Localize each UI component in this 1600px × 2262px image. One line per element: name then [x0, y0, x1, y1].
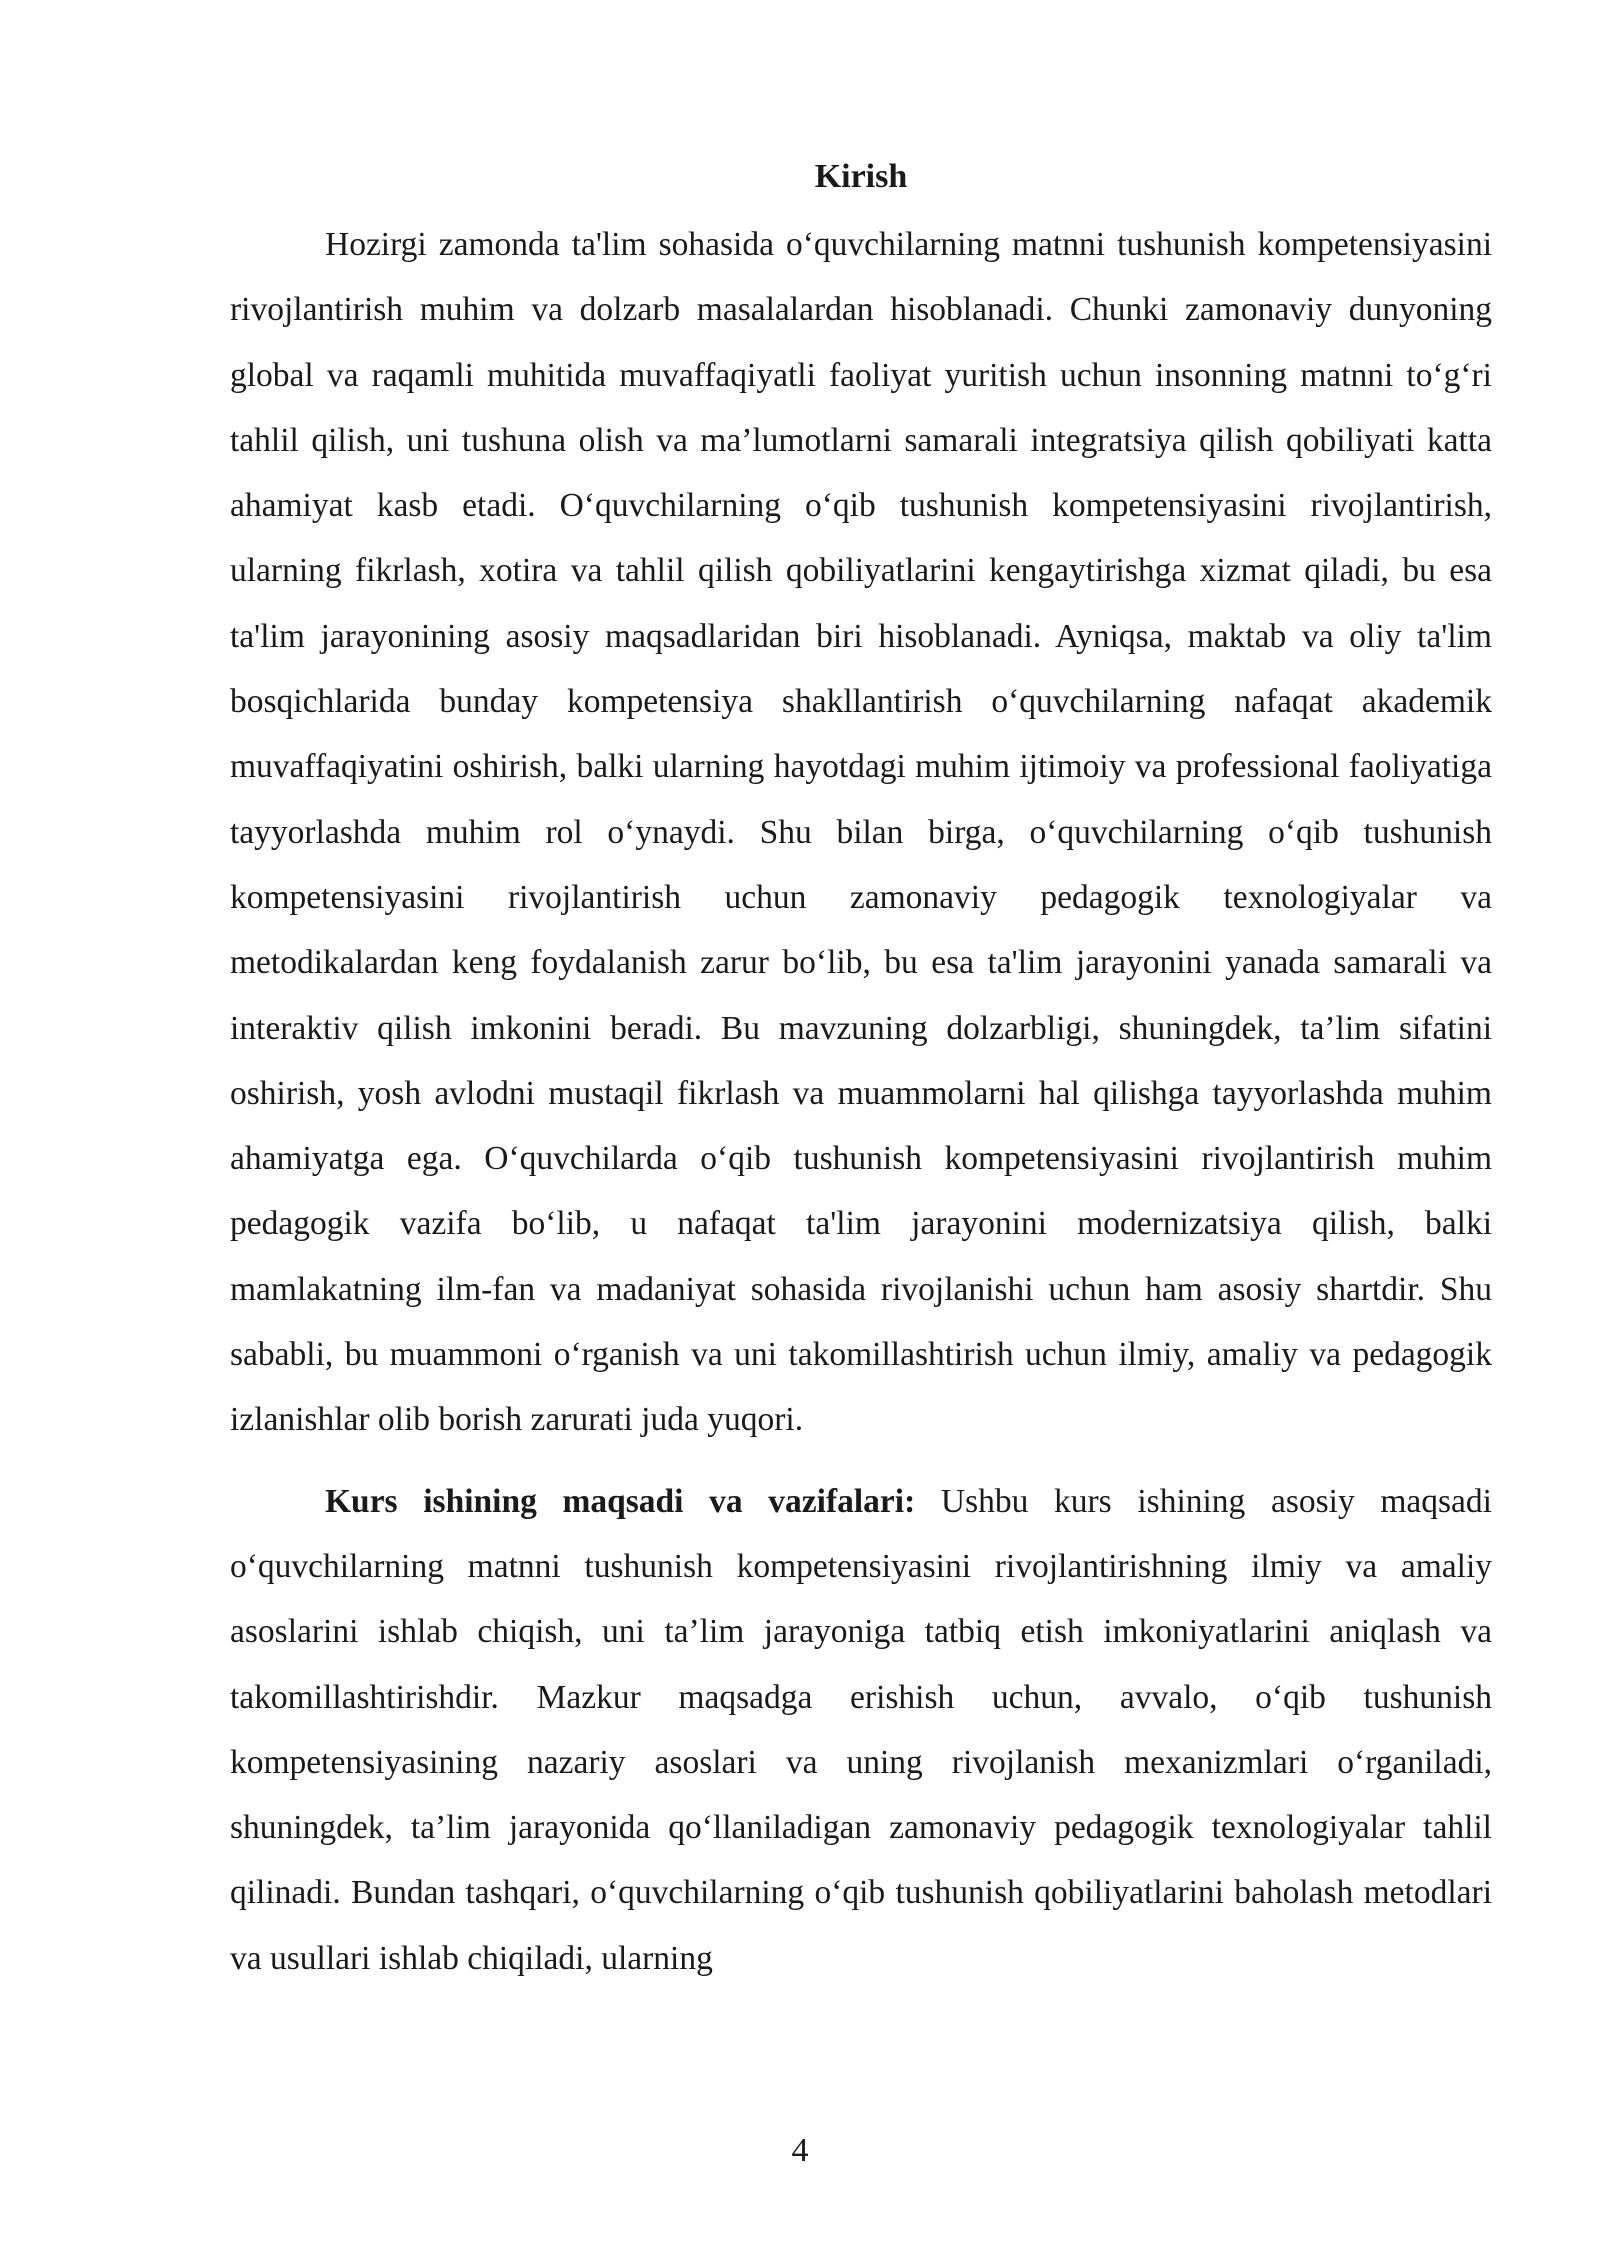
page-content	[230, 148, 1492, 1991]
goals-paragraph-text: Ushbu kurs ishining asosiy maqsadi o‘quvchilarning matnni tushunish kompetensiyasini rivojlantirishning ilmiy va amaliy asoslarini ishlab chiqish, uni ta’lim jarayoniga tatbiq etish imkoniyatlarini aniqlash va takomillashtirishdir. Mazkur maqsadga erishish uchun, avvalo, o‘qib tushunish kompetensiyasining nazariy asoslari va uning rivojlanish mexanizmlari o‘rganiladi, shuningdek, ta’lim jarayonida qo‘llaniladigan zamonaviy pedagogik texnologiyalar tahlil qilinadi. Bundan tashqari, o‘quvchilarning o‘qib tushunish qobiliyatlarini baholash metodlari va usullari ishlab chiqiladi, ularning	[230, 1482, 1492, 1977]
goals-paragraph-lead: Kurs ishining maqsadi va vazifalari:	[325, 1482, 916, 1520]
section-heading: Kirish	[814, 158, 908, 195]
intro-paragraph: Hozirgi zamonda ta'lim sohasida o‘quvchilarning matnni tushunish kompetensiyasini rivojlantirish muhim va dolzarb masalalardan hisoblanadi. Chunki zamonaviy dunyoning global va raqamli muhitida muvaffaqiyatli faoliyat yuritish uchun insonning matnni to‘g‘ri tahlil qilish, uni tushuna olish va ma’lumotlarni samarali integratsiya qilish qobiliyati katta ahamiyat kasb etadi. O‘quvchilarning o‘qib tushunish kompetensiyasini rivojlantirish, ularning fikrlash, xotira va tahlil qilish qobiliyatlarini kengaytirishga xizmat qiladi, bu esa ta'lim jarayonining asosiy maqsadlaridan biri hisoblanadi. Ayniqsa, maktab va oliy ta'lim bosqichlarida bunday kompetensiya shakllantirish o‘quvchilarning nafaqat akademik muvaffaqiyatini oshirish, balki ularning hayotdagi muhim ijtimoiy va professional faoliyatiga tayyorlashda muhim rol o‘ynaydi. Shu bilan birga, o‘quvchilarning o‘qib tushunish kompetensiyasini rivojlantirish uchun zamonaviy pedagogik texnologiyalar va metodikalardan keng foydalanish zarur bo‘lib, bu esa ta'lim jarayonini yanada samarali va interaktiv qilish imkonini beradi. Bu mavzuning dolzarbligi, shuningdek, ta’lim sifatini oshirish, yosh avlodni mustaqil fikrlash va muammolarni hal qilishga tayyorlashda muhim ahamiyatga ega. O‘quvchilarda o‘qib tushunish kompetensiyasini rivojlantirish muhim pedagogik vazifa bo‘lib, u nafaqat ta'lim jarayonini modernizatsiya qilish, balki mamlakatning ilm-fan va madaniyat sohasida rivojlanishi uchun ham asosiy shartdir. Shu sababli, bu muammoni o‘rganish va uni takomillashtirish uchun ilmiy, amaliy va pedagogik izlanishlar olib borish zarurati juda yuqori.	[230, 226, 1492, 1439]
goals-paragraph	[230, 1469, 1492, 1991]
page-number: 4	[791, 2132, 809, 2169]
